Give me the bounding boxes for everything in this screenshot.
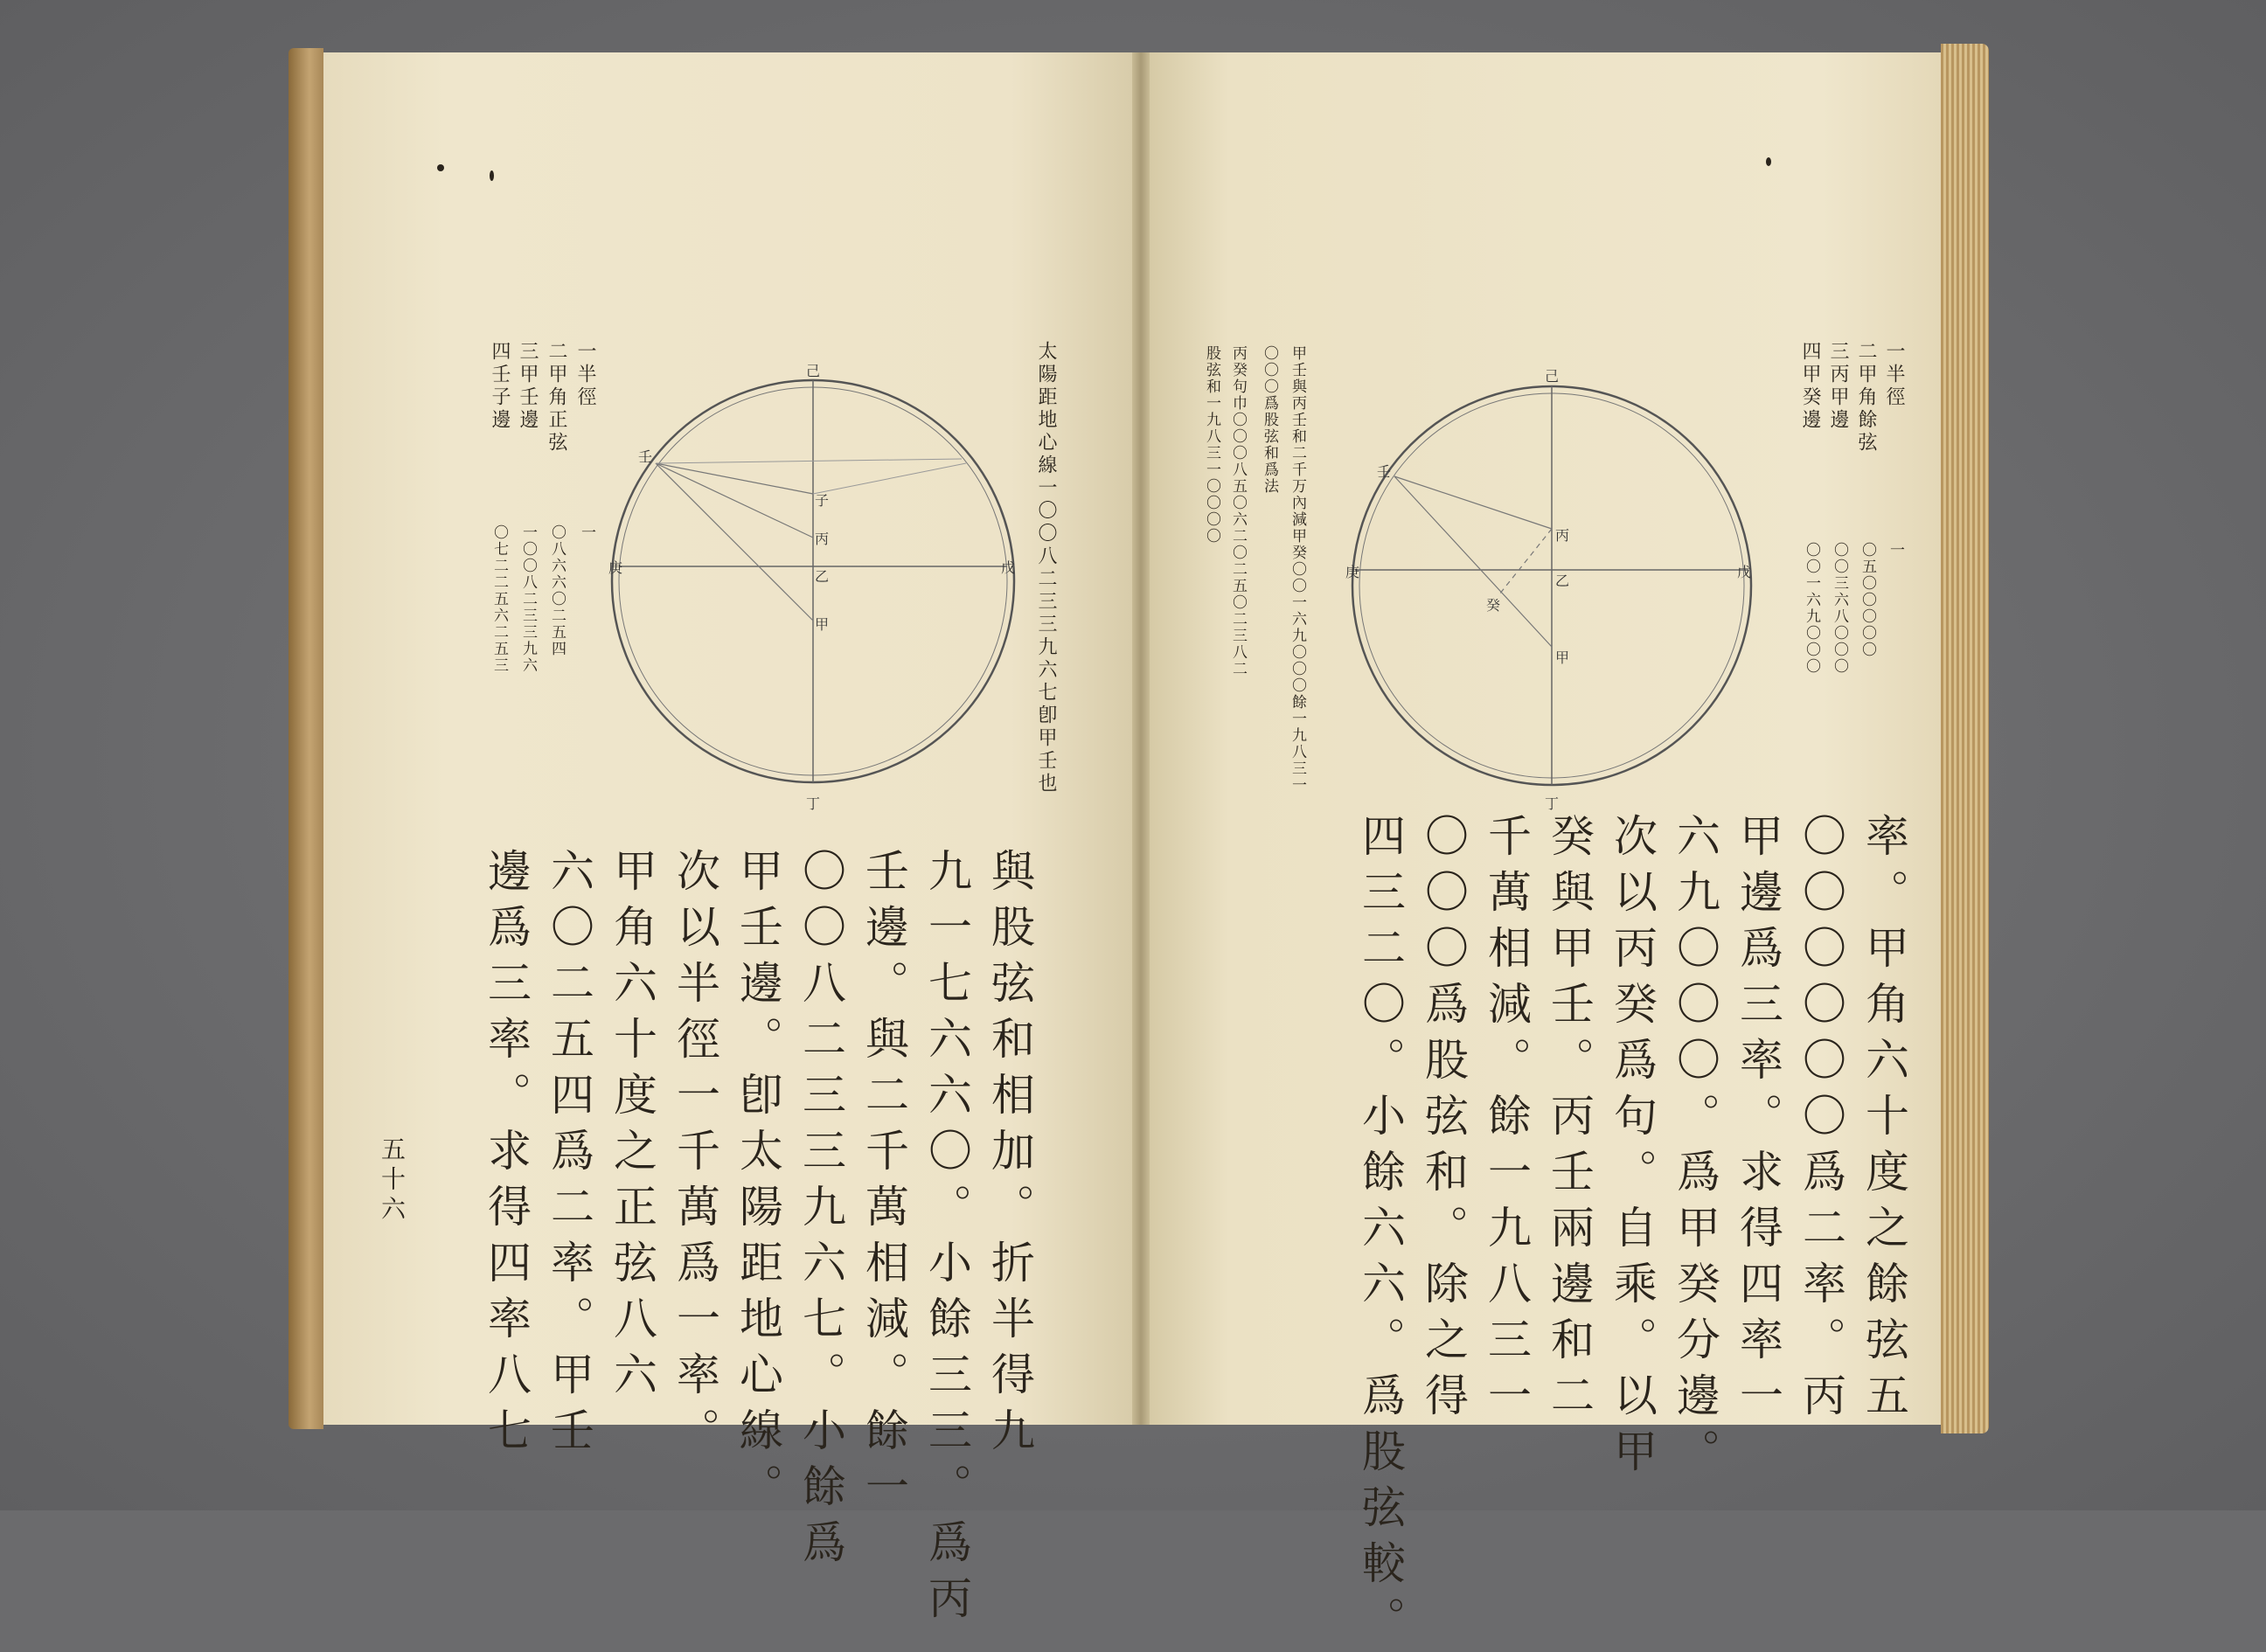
left-body-col-1: 與股弦和相加。折半得九	[984, 848, 1035, 1463]
label-ren: 壬	[1377, 463, 1392, 480]
label-jia: 甲	[1555, 649, 1570, 666]
left-page	[323, 52, 1132, 1631]
right-legend-3-name: 三丙甲邊	[1827, 341, 1849, 432]
left-body-col-2: 九一七六六〇。小餘三三。爲丙	[921, 848, 972, 1631]
right-body-col-8: 〇〇〇爲股弦和。除之得	[1418, 813, 1469, 1428]
label-yi: 乙	[1555, 573, 1570, 589]
label-bing: 丙	[1555, 527, 1570, 544]
right-body-col-6: 癸與甲壬。丙壬兩邊和二	[1544, 813, 1595, 1428]
left-legend-2-name: 二甲角正弦	[546, 341, 567, 455]
label-zi: 子	[815, 492, 830, 509]
right-body-col-9: 四三二〇。小餘六六。爲股弦較。	[1355, 813, 1406, 1652]
ink-spot	[490, 170, 494, 181]
left-body-col-7: 甲角六十度之正弦八六	[607, 848, 657, 1407]
left-legend-3-name: 三甲壬邊	[517, 341, 539, 432]
right-legend-4-value: 〇〇一六九〇〇〇	[1803, 542, 1820, 675]
left-legend-3-value: 一〇〇八二三三九六	[519, 524, 537, 674]
right-body-col-7: 千萬相減。餘一九八三一	[1481, 813, 1532, 1428]
right-legend-1-value: 一	[1887, 542, 1904, 559]
left-legend-2-value: 〇八六六〇二五四	[548, 524, 566, 657]
left-body-col-9: 邊爲三率。求得四率八七	[481, 848, 532, 1463]
left-legend-1-name: 一半徑	[574, 341, 596, 409]
label-ding: 丁	[806, 795, 821, 812]
left-geometry-diagram	[608, 332, 1016, 822]
left-body-col-6: 次以半徑一千萬爲一率。	[670, 848, 720, 1463]
left-body-col-4: 〇〇八二三三九六七。小餘爲	[796, 848, 846, 1575]
left-legend-4-value: 〇七二二五六二五三	[490, 524, 508, 674]
page-number: 五十六	[378, 1136, 407, 1225]
label-yi: 乙	[815, 568, 830, 585]
label-geng: 庚	[608, 559, 623, 576]
right-geometry-diagram	[1342, 332, 1753, 822]
ink-spot	[437, 164, 444, 171]
right-legend-2-name: 二甲角餘弦	[1855, 341, 1877, 455]
label-ji: 己	[806, 363, 821, 379]
book-gutter	[1132, 52, 1150, 1425]
right-legend-3-value: 〇〇三六八〇〇〇	[1831, 542, 1848, 675]
label-ren: 壬	[638, 448, 653, 465]
label-gui: 癸	[1486, 597, 1501, 614]
right-legend-1-name: 一半徑	[1883, 341, 1905, 409]
right-page-stack	[1941, 44, 1989, 1433]
right-body-col-3: 甲邊爲三率。求得四率一	[1733, 813, 1783, 1428]
label-ji: 己	[1545, 368, 1560, 385]
left-body-col-3: 壬邊。與二千萬相減。餘一	[858, 848, 909, 1519]
right-legend-4-name: 四甲癸邊	[1799, 341, 1821, 432]
right-note-3: 丙癸句巾〇〇〇八五〇六二〇二五〇二三八二	[1229, 345, 1247, 677]
label-geng: 庚	[1345, 564, 1360, 580]
label-ding: 丁	[1545, 795, 1560, 812]
right-note-2: 〇〇〇爲股弦和爲法	[1261, 345, 1278, 495]
right-body-col-4: 六九〇〇〇。爲甲癸分邊。	[1670, 813, 1720, 1484]
right-body-col-1: 率。甲角六十度之餘弦五	[1859, 813, 1909, 1428]
label-wu: 戊	[1001, 559, 1016, 576]
left-legend-4-name: 四壬子邊	[489, 341, 511, 432]
right-note-1: 甲壬與丙壬和二千万內減甲癸〇〇一六九〇〇〇餘一九八三一	[1289, 345, 1306, 794]
left-cover-edge	[288, 48, 323, 1429]
left-side-note: 太陽距地心線一〇〇八二三三九六七卽甲壬也	[1035, 341, 1057, 795]
right-legend-2-value: 〇五〇〇〇〇〇	[1859, 542, 1876, 658]
label-wu: 戊	[1737, 564, 1752, 580]
left-body-col-8: 六〇二五四爲二率。甲壬	[544, 848, 594, 1463]
label-bing: 丙	[815, 531, 830, 547]
right-body-col-5: 次以丙癸爲句。自乘。以甲	[1607, 813, 1658, 1484]
ink-spot	[1766, 157, 1771, 166]
label-jia: 甲	[815, 616, 830, 633]
open-book	[288, 39, 1989, 1652]
left-body-col-5: 甲壬邊。卽太陽距地心線。	[733, 848, 783, 1519]
right-note-4: 股弦和一九八三一〇〇〇〇	[1203, 345, 1220, 545]
left-legend-1-value: 一	[578, 524, 595, 541]
right-body-col-2: 〇〇〇〇〇〇爲二率。丙	[1796, 813, 1846, 1428]
right-page	[1150, 52, 1941, 1652]
